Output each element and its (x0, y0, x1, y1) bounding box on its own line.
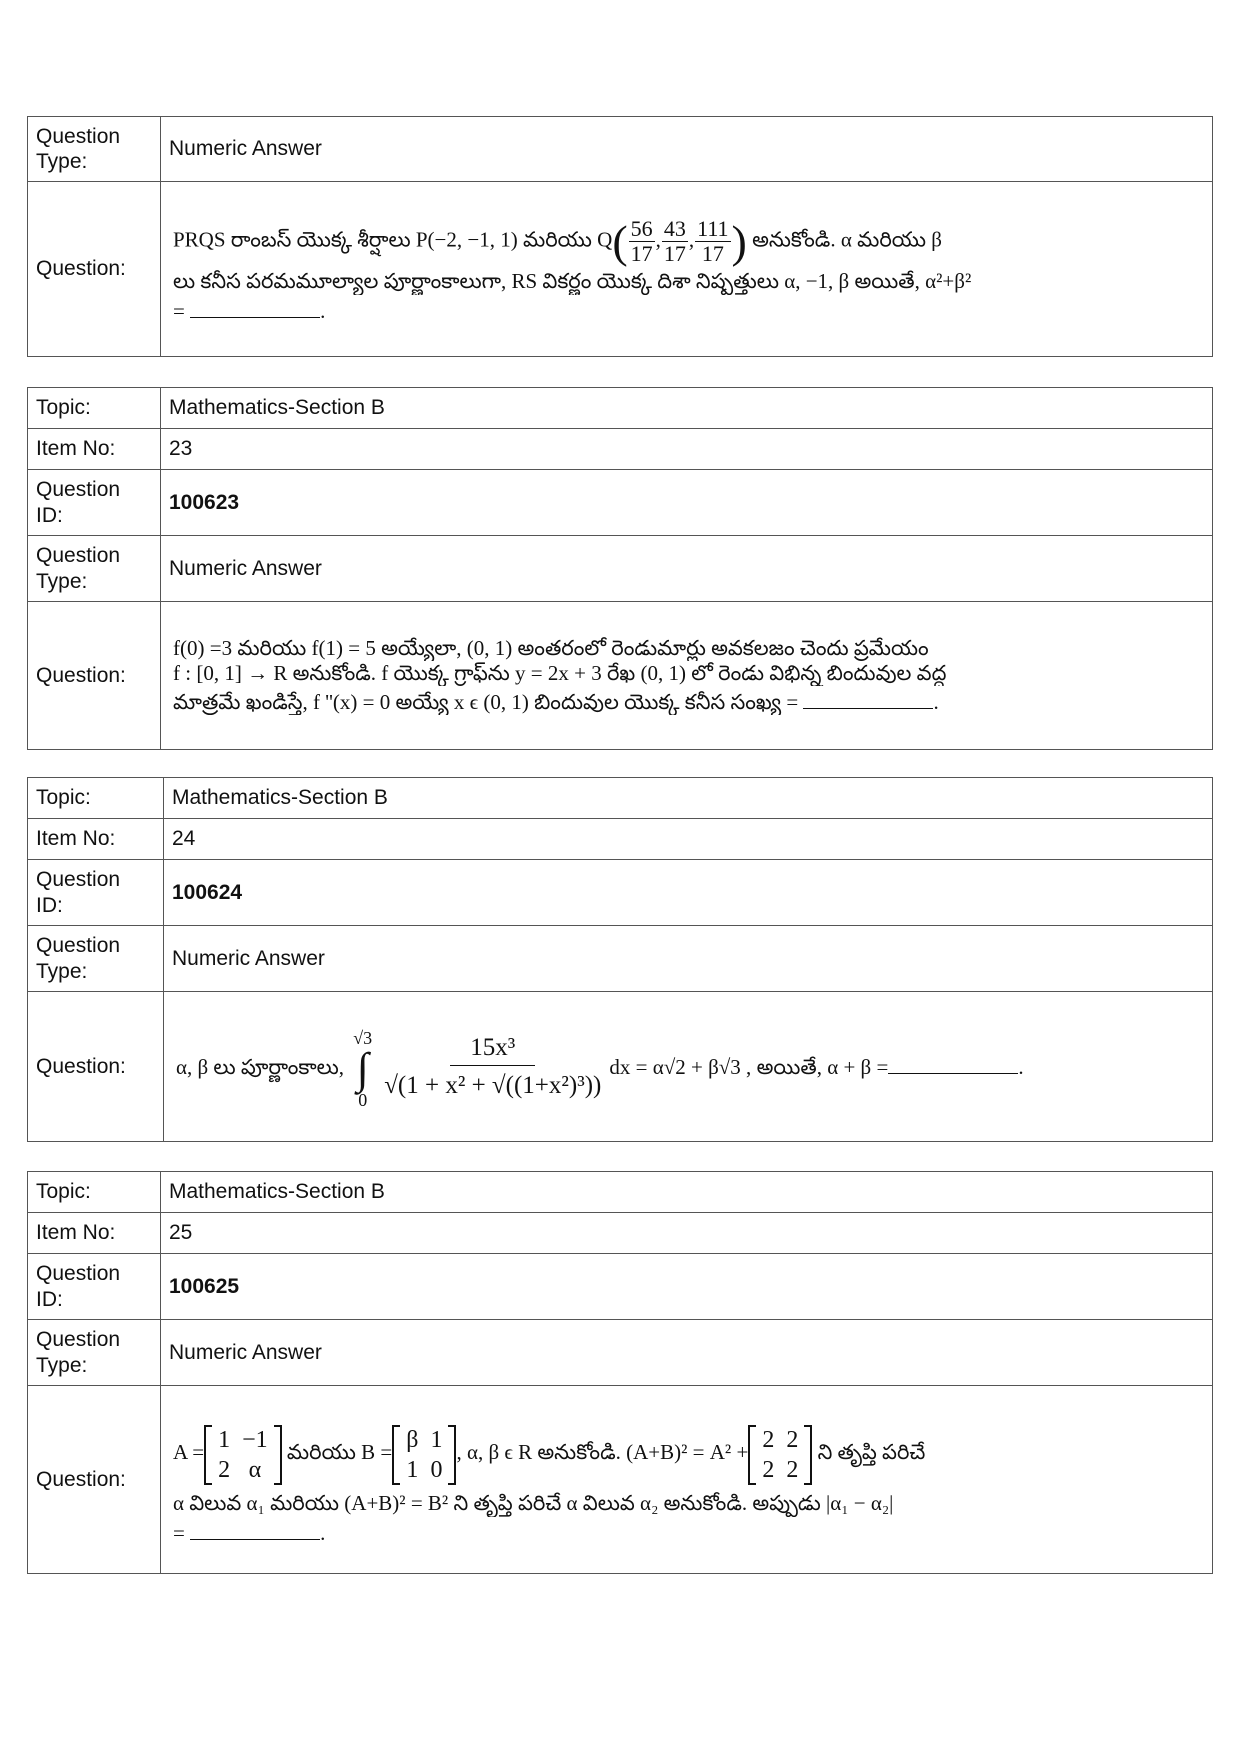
question-type-label: Question Type: (28, 536, 161, 602)
question-type-value: Numeric Answer (161, 536, 1213, 602)
question-id-label: Question ID: (28, 1254, 161, 1320)
question-block-24 (27, 777, 1213, 1142)
question-line-1: A = 1 −1 2 α మరియు B = β 1 1 0 , α, β ϵ R అనుకోండి. (A+B)² = A² + 2 2 2 2 ని తృప్తి పరిచే (173, 1426, 926, 1483)
matrix-b: β 1 1 0 (392, 1425, 456, 1485)
question-line-1: PRQS రాంబస్ యొక్క శీర్షాలు P(−2, −1, 1) మరియు Q( $\frac{56}{17}$ , $\frac{43}{17}$ , $\frac{111}{17}$ ) అనుకోండి. α మరియు β (173, 216, 942, 268)
item-no-value: 24 (164, 819, 1213, 860)
question-id-value: 100625 (161, 1254, 1213, 1320)
topic-value: Mathematics-Section B (164, 778, 1213, 819)
topic-label: Topic: (28, 778, 164, 819)
question-type-label: Question Type: (28, 1320, 161, 1386)
fraction: $\frac{56}{17}$ (630, 216, 653, 267)
question-block-22 (27, 116, 1213, 357)
topic-label: Topic: (28, 1172, 161, 1213)
question-label: Question: (28, 1386, 161, 1574)
fraction: $\frac{43}{17}$ (663, 216, 686, 267)
topic-value: Mathematics-Section B (161, 1172, 1213, 1213)
question-type-value: Numeric Answer (161, 1320, 1213, 1386)
topic-label: Topic: (28, 388, 161, 429)
question-line-3: = . (173, 295, 1202, 324)
matrix-a: 1 −1 2 α (204, 1425, 282, 1485)
question-line-3: = . (173, 1517, 1202, 1546)
question-type-value: Numeric Answer (164, 926, 1213, 992)
question-label: Question: (28, 992, 164, 1142)
answer-blank (803, 686, 933, 709)
question-block-23 (27, 387, 1213, 750)
integrand: $\frac{\text{15x³}}{\text{√(1 + x² + √((1+x²)³))}}$ (380, 1031, 605, 1106)
answer-blank (190, 295, 320, 318)
question-label: Question: (28, 602, 161, 750)
item-no-label: Item No: (28, 819, 164, 860)
answer-blank (888, 1051, 1018, 1074)
question-text (161, 1386, 1213, 1574)
topic-value: Mathematics-Section B (161, 388, 1213, 429)
question-line-2: α విలువ α₁ మరియు (A+B)² = B² ని తృప్తి పరిచే α విలువ α₂ అనుకోండి. అప్పుడు |α₁ − α₂| (173, 1491, 894, 1516)
matrix-c: 2 2 2 2 (748, 1425, 812, 1485)
question-block-25 (27, 1171, 1213, 1574)
question-text (161, 182, 1213, 357)
question-type-label: Question Type: (28, 926, 164, 992)
question-line-1: α, β లు పూర్ణాంకాలు, √3 ∫ 0 $\frac{\text{15x³}}{\text{√(1 + x² + √((1+x²)³))}}$ dx = α√2 + β√3 , అయితే, α + β = . (176, 1027, 1024, 1110)
question-id-value: 100623 (161, 470, 1213, 536)
question-id-label: Question ID: (28, 860, 164, 926)
item-no-label: Item No: (28, 429, 161, 470)
question-id-value: 100624 (164, 860, 1213, 926)
question-line-1: f(0) =3 మరియు f(1) = 5 అయ్యేలా, (0, 1) అంతరంలో రెండుమార్లు అవకలజం చెందు ప్రమేయం (173, 635, 929, 660)
item-no-value: 25 (161, 1213, 1213, 1254)
question-label: Question: (28, 182, 161, 357)
question-line-3: మాత్రమే ఖండిస్తే, f ''(x) = 0 అయ్యే x ϵ (0, 1) బిందువుల యొక్క కనీస సంఖ్య = . (173, 686, 1202, 715)
integral-sign: √3 ∫ 0 (353, 1027, 373, 1110)
item-no-value: 23 (161, 429, 1213, 470)
question-line-2: లు కనీస పరమమూల్యాల పూర్ణాంకాలుగా, RS వికర్ణం యొక్క దిశా నిష్పత్తులు α, −1, β అయితే, α²+β² (173, 269, 972, 294)
question-type-value: Numeric Answer (161, 117, 1213, 182)
question-id-label: Question ID: (28, 470, 161, 536)
question-line-2: f : [0, 1] → R అనుకోండి. f యొక్క గ్రాఫ్‌ను y = 2x + 3 రేఖ (0, 1) లో రెండు విభిన్న బిందువుల వద్ద (173, 660, 947, 685)
fraction: $\frac{111}{17}$ (697, 216, 729, 267)
question-type-label: Question Type: (28, 117, 161, 182)
question-text (161, 602, 1213, 750)
item-no-label: Item No: (28, 1213, 161, 1254)
question-text (164, 992, 1213, 1142)
answer-blank (190, 1517, 320, 1540)
